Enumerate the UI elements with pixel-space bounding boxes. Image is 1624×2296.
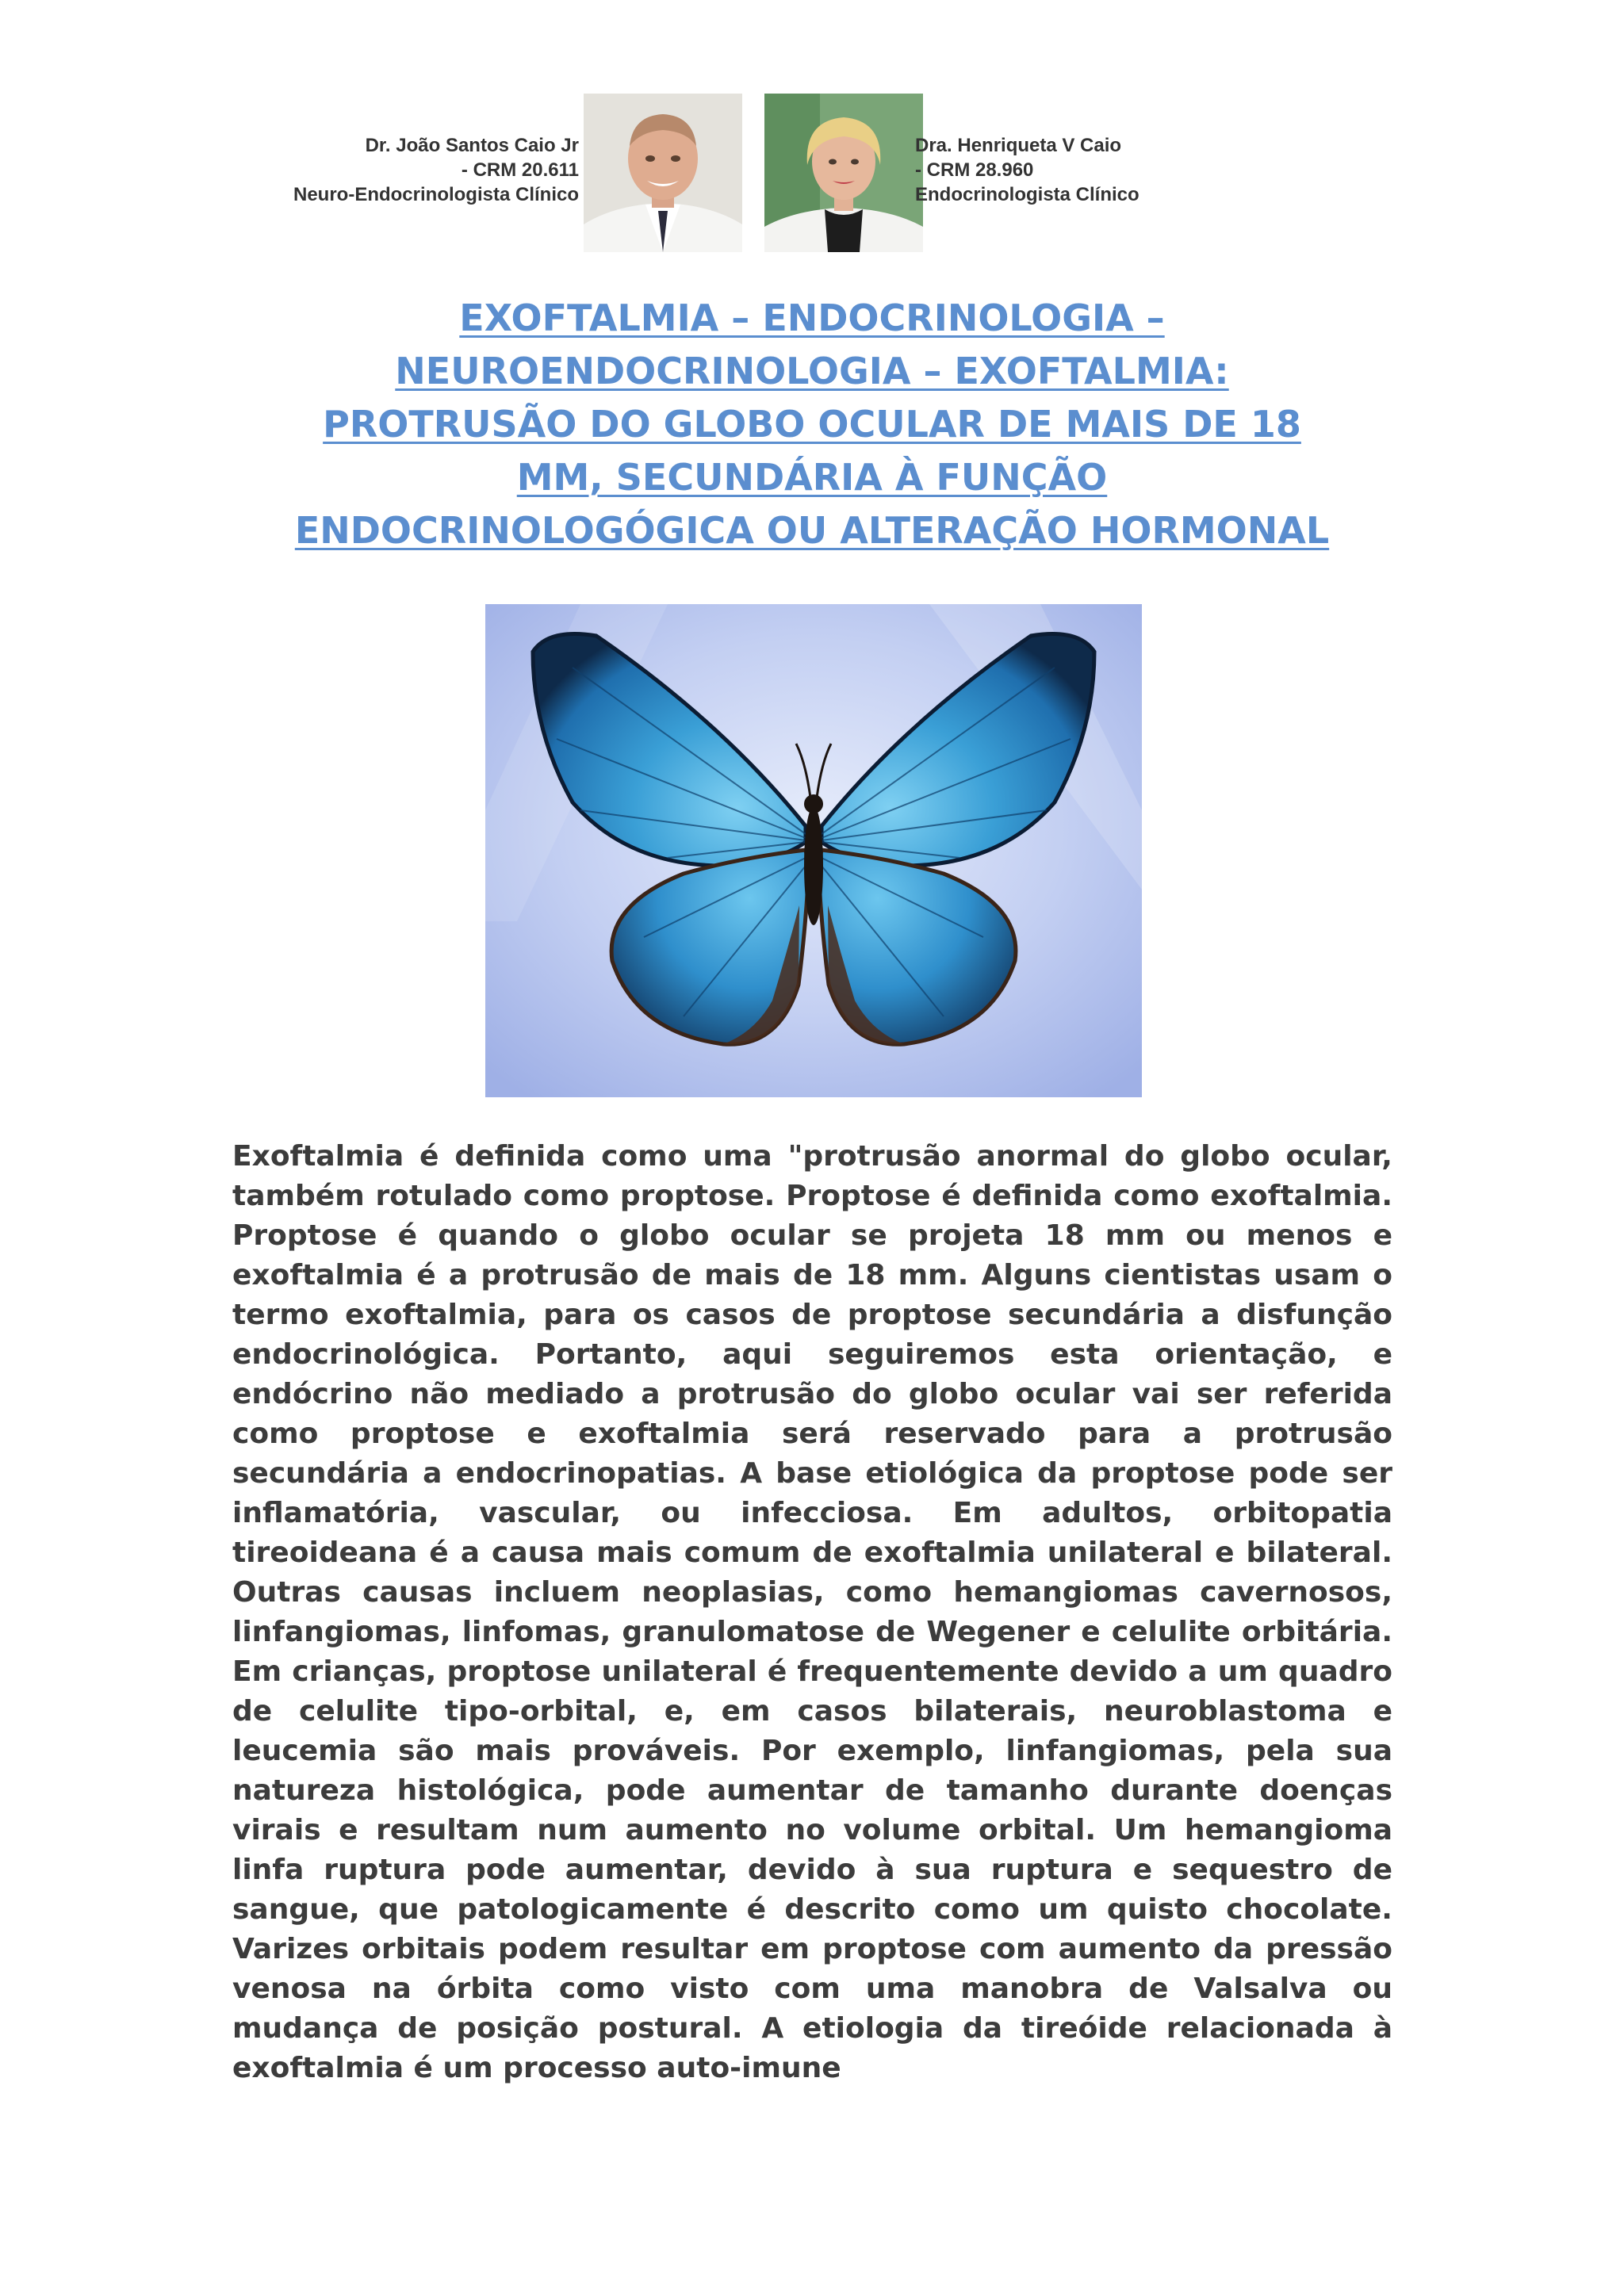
title-line-3: PROTRUSÃO DO GLOBO OCULAR DE MAIS DE 18 <box>323 403 1301 446</box>
title-line-4: MM, SECUNDÁRIA À FUNÇÃO <box>516 456 1108 499</box>
right-doctor-name: Dra. Henriqueta V Caio <box>915 135 1122 156</box>
butterfly-image <box>485 604 1142 1097</box>
female-doctor-photo <box>764 94 923 252</box>
title-line-1: EXOFTALMIA – ENDOCRINOLOGIA – <box>459 297 1165 339</box>
article-body-paragraph: Exoftalmia é definida como uma "protrusão anormal do globo ocular, também rotulado como proptose. Proptose é definida como exoftalmia. Proptose é quando o globo ocular se projeta 18 mm ou menos e exoftalmia é a protrusão de mais de 18 mm. Alguns cientistas usam o termo exoftalmia, para os casos de proptose secundária a disfunção endocrinológica. Portanto, aqui seguiremos esta orientação, e endócrino não mediado a protrusão do globo ocular vai ser referida como proptose e exoftalmia será reservado para a protrusão secundária a endocrinopatias. A base etiológica da proptose pode ser inflamatória, vascular, ou infecciosa. Em adultos, orbitopatia tireoideana é a causa mais comum de exoftalmia unilateral e bilateral. Outras causas incluem neoplasias, como hemangiomas cavernosos, linfangiomas, linfomas, granulomatose de Wegener e celulite orbitária. Em crianças, proptose unilateral é frequentemente devido a um quadro de celulite tipo-orbital, e, em casos bilaterais, neuroblastoma e leucemia são mais prováveis. Por exemplo, linfangiomas, pela sua natureza histológica, pode aumentar de tamanho durante doenças virais e resultam num aumento no volume orbital. Um hemangioma linfa ruptura pode aumentar, devido à sua ruptura e sequestro de sangue, que patologicamente é descrito como um quisto chocolate. Varizes orbitais podem resultar em proptose com aumento da pressão venosa na órbita como visto com uma manobra de Valsalva ou mudança de posição postural. A etiologia da tireóide relacionada à exoftalmia é um processo auto-imune <box>232 1140 1392 2084</box>
left-doctor-info <box>238 133 579 207</box>
right-doctor-info <box>915 133 1248 207</box>
left-doctor-crm: - CRM 20.611 <box>461 159 579 181</box>
female-doctor-portrait-icon <box>764 94 923 252</box>
male-doctor-photo <box>584 94 742 252</box>
left-doctor-name: Dr. João Santos Caio Jr <box>365 135 579 156</box>
right-doctor-specialty: Endocrinologista Clínico <box>915 184 1139 205</box>
article-title[interactable] <box>159 292 1465 557</box>
butterfly-icon <box>485 604 1142 1097</box>
left-doctor-specialty: Neuro-Endocrinologista Clínico <box>293 184 579 205</box>
doctors-header <box>0 94 1624 255</box>
title-line-2: NEUROENDOCRINOLOGIA – EXOFTALMIA: <box>395 350 1229 392</box>
title-line-5: ENDOCRINOLOGÓGICA OU ALTERAÇÃO HORMONAL <box>294 509 1330 552</box>
male-doctor-portrait-icon <box>584 94 742 252</box>
right-doctor-crm: - CRM 28.960 <box>915 159 1034 181</box>
